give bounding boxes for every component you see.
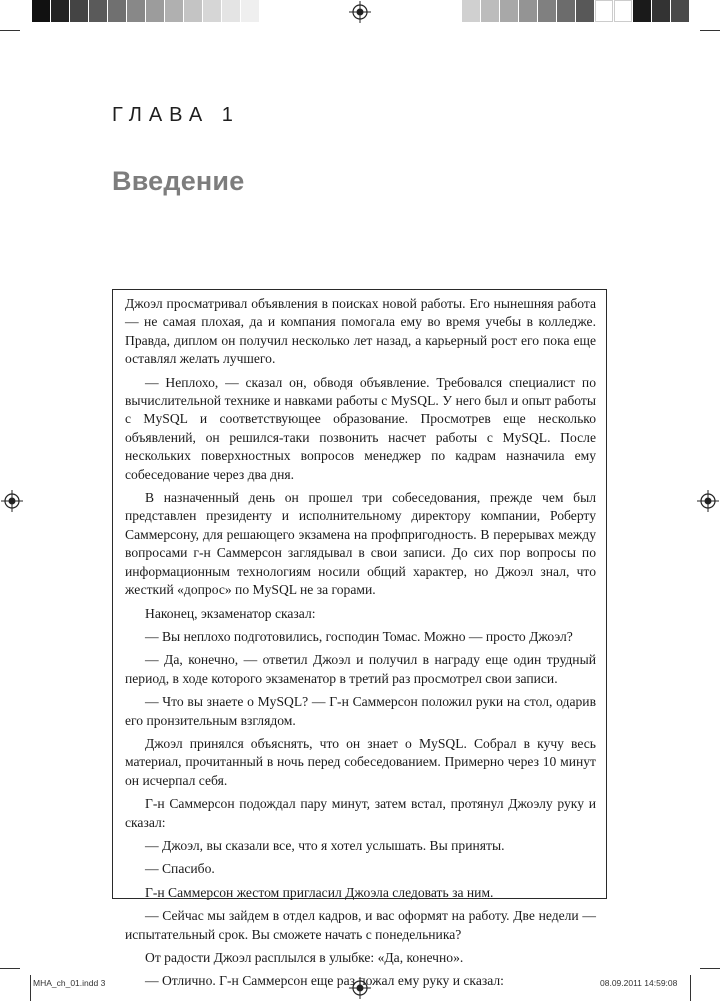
color-swatch [557,0,576,22]
color-swatch [519,0,538,22]
story-paragraph: — Сейчас мы зайдем в отдел кадров, и вас оформят на работу. Две недели — испытательный срок. Вы сможете начать с понедельника? [125,908,596,942]
story-box [112,289,607,989]
story-paragraph: — Отлично. Г-н Саммерсон еще раз пожал ему руку и сказал: [145,973,504,989]
color-swatch [614,0,633,22]
story-paragraph: Джоэл просматривал объявления в поисках новой работы. Его нынешняя работа — не самая плохая, да и компания помогала ему во время учебы в колледже. Правда, диплом он получил несколько лет назад, а карьерный рост его пока еще оставлял желать лучшего. [125,296,596,367]
story-paragraph: Наконец, экзаменатор сказал: [145,605,316,621]
story-paragraph: — Вы неплохо подготовились, господин Томас. Можно — просто Джоэл? [145,628,573,644]
color-swatch [633,0,652,22]
story-paragraph: В назначенный день он прошел три собеседования, прежде чем был представлен президенту и исполнительному директору компании, Роберту Саммерсону, для решающего экзамена на профпригодность. В перерывах между вопросами г-н Саммерсон заглядывал в свои записи. До сих пор вопросы по информационным технологиям носили общий характер, но Джоэл знал, что жесткий «допрос» по MySQL не за горами. [125,490,596,598]
chapter-label: ГЛАВА 1 [112,104,240,126]
story-paragraph: Г-н Саммерсон жестом пригласил Джоэла следовать за ним. [145,884,494,900]
color-swatch [165,0,184,22]
color-swatch [481,0,500,22]
color-swatch [32,0,51,22]
crop-mark [0,30,20,31]
story-paragraph: Джоэл принялся объяснять, что он знает о MySQL. Собрал в кучу весь материал, прочитанный в ночь перед собеседованием. Примерно через 10 минут он исчерпал себя. [125,735,596,788]
crop-mark [700,968,720,969]
color-swatch [89,0,108,22]
crop-mark [700,30,720,31]
color-swatch [576,0,595,22]
color-swatch [222,0,241,22]
color-swatch [652,0,671,22]
color-swatch [184,0,203,22]
chapter-title: Введение [112,166,245,196]
registration-mark-icon [697,490,719,512]
color-swatch [671,0,690,22]
registration-mark-icon [1,490,23,512]
story-paragraph: — Джоэл, вы сказали все, что я хотел услышать. Вы приняты. [145,837,505,853]
color-swatch [51,0,70,22]
registration-mark-icon [349,1,371,23]
color-swatch [500,0,519,22]
story-paragraph: — Спасибо. [145,861,215,877]
color-calibration-strip-right [462,0,690,22]
color-swatch [108,0,127,22]
color-swatch [127,0,146,22]
color-swatch [538,0,557,22]
story-paragraph: — Что вы знаете о MySQL? — Г-н Саммерсон положил руки на стол, одарив его пронзительным взглядом. [125,694,596,728]
footer-filename: MHA_ch_01.indd 3 [33,978,106,988]
story-paragraph: От радости Джоэл расплылся в улыбке: «Да, конечно». [145,950,464,965]
color-swatch [70,0,89,22]
crop-mark [0,968,20,969]
color-swatch [146,0,165,22]
story-paragraph: — Неплохо, — сказал он, обводя объявление. Требовался специалист по вычислительной технике и навками работы с MySQL. У него был и опыт работы с MySQL и соответствующее образование. Просмотрев еще несколько объявлений, он решился-таки позвонить насчет работы с MySQL. После нескольких поверхностных вопросов менеджер по кадрам назначила ему собеседование через два дня. [125,374,596,482]
story-paragraph: Г-н Саммерсон подождал пару минут, затем встал, протянул Джоэлу руку и сказал: [125,796,596,830]
color-swatch [241,0,260,22]
crop-mark [690,975,691,1001]
footer-timestamp: 08.09.2011 14:59:08 [600,978,678,988]
color-calibration-strip-left [32,0,260,22]
color-swatch [203,0,222,22]
color-swatch [462,0,481,22]
crop-mark [30,975,31,1001]
color-swatch [595,0,614,22]
story-paragraph: — Да, конечно, — ответил Джоэл и получил в награду еще один трудный период, в ходе которого экзаменатор в третий раз просмотрел свои записи. [125,652,596,686]
